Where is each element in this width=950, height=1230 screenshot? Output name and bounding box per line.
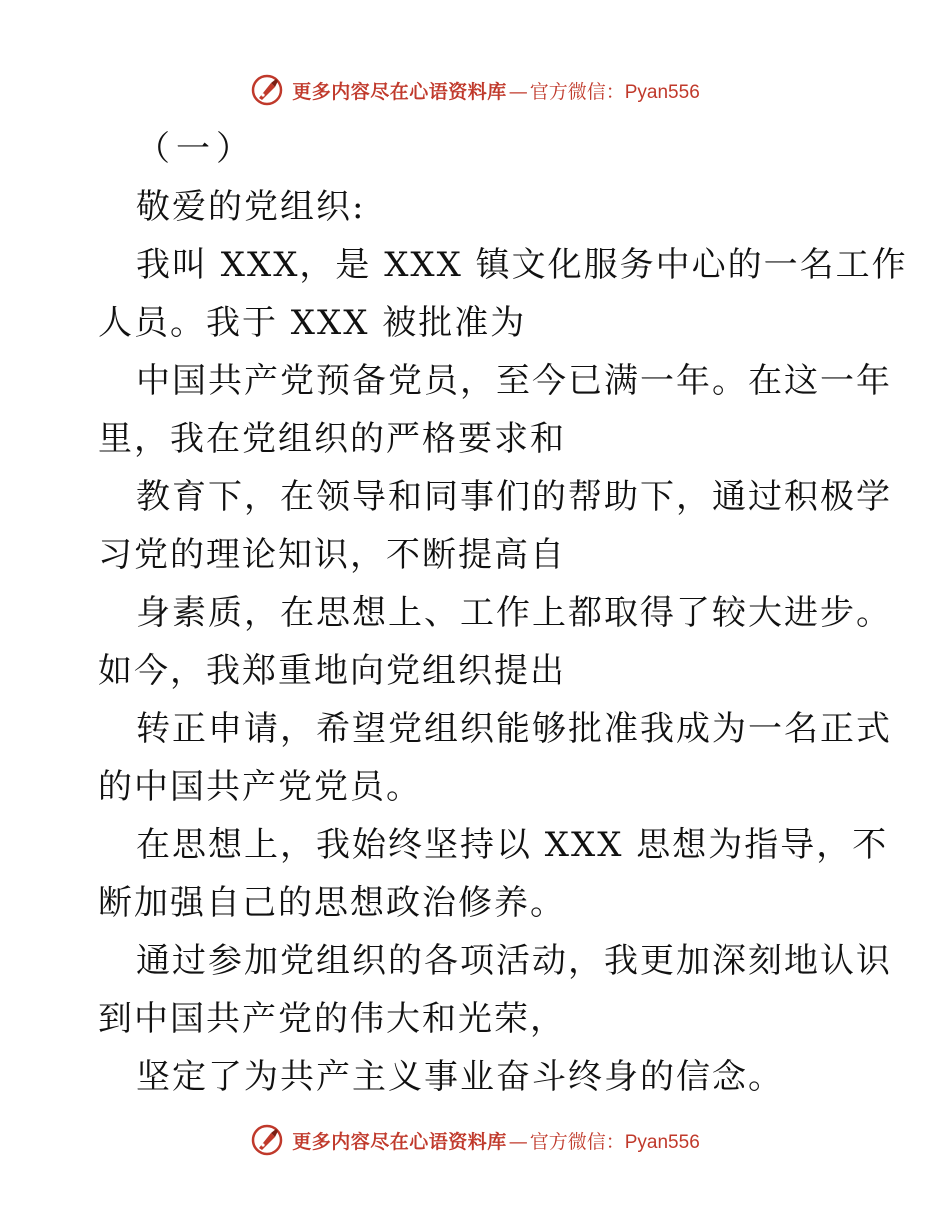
body-line: 里，我在党组织的严格要求和 <box>98 419 566 459</box>
body-line: 习党的理论知识，不断提高自 <box>98 535 566 575</box>
header-dash: — <box>508 80 528 103</box>
footer-banner <box>0 1120 950 1160</box>
body-line: 我叫 XXX，是 XXX 镇文化服务中心的一名工作 <box>136 245 908 285</box>
body-line: 坚定了为共产主义事业奋斗终身的信念。 <box>136 1057 784 1097</box>
pen-nib-logo-icon <box>250 1123 284 1157</box>
footer-wechat-account: Pyan556 <box>624 1131 700 1153</box>
footer-banner-text <box>292 1127 700 1154</box>
body-line: 教育下，在领导和同事们的帮助下，通过积极学 <box>136 477 892 517</box>
section-label: （一） <box>136 129 256 169</box>
body-line: 如今，我郑重地向党组织提出 <box>98 651 566 691</box>
pen-nib-logo-icon <box>250 73 284 107</box>
body-line: 到中国共产党的伟大和光荣， <box>98 999 566 1039</box>
body-line: 中国共产党预备党员，至今已满一年。在这一年 <box>136 361 892 401</box>
header-wechat-account: Pyan556 <box>624 81 700 103</box>
header-banner-text <box>292 77 700 104</box>
footer-wechat-label: 官方微信： <box>529 1130 625 1153</box>
salutation: 敬爱的党组织: <box>136 187 366 227</box>
header-brand: 更多内容尽在心语资料库 <box>292 80 507 103</box>
footer-brand: 更多内容尽在心语资料库 <box>292 1130 507 1153</box>
body-line: 身素质，在思想上、工作上都取得了较大进步。 <box>136 593 892 633</box>
body-line: 人员。我于 XXX 被批准为 <box>98 303 527 343</box>
document-body <box>98 120 908 1106</box>
body-line: 的中国共产党党员。 <box>98 767 422 807</box>
body-line: 断加强自己的思想政治修养。 <box>98 883 566 923</box>
header-wechat-label: 官方微信： <box>529 80 625 103</box>
body-line: 在思想上，我始终坚持以 XXX 思想为指导，不 <box>136 825 889 865</box>
body-line: 转正申请，希望党组织能够批准我成为一名正式 <box>136 709 892 749</box>
header-banner <box>0 70 950 110</box>
body-line: 通过参加党组织的各项活动，我更加深刻地认识 <box>136 941 892 981</box>
footer-dash: — <box>508 1130 528 1153</box>
